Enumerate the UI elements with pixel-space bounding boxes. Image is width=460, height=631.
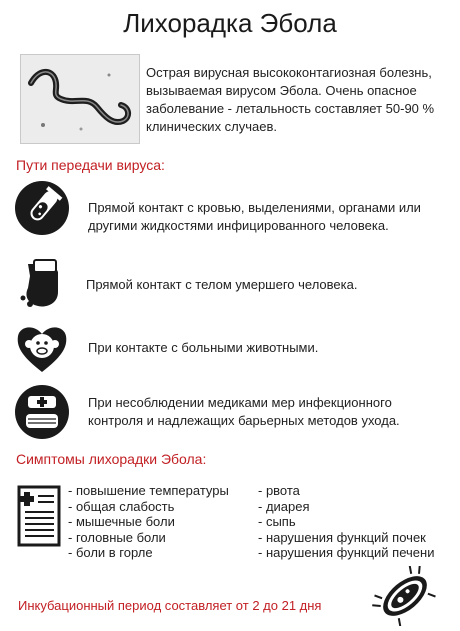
medical-chart-icon bbox=[16, 484, 62, 548]
foot-tag-icon bbox=[14, 256, 70, 312]
symptom-item: - боли в горле bbox=[68, 545, 153, 561]
transmission-item-4: При несоблюдении медиками мер инфекционного контроля и надлежащих барьерных методов ухода. bbox=[88, 395, 400, 428]
symptoms-list-right bbox=[258, 483, 434, 561]
transmission-item-1: Прямой контакт с кровью, выделениями, органами или другими жидкостями инфицированного человека. bbox=[88, 200, 421, 233]
transmission-item-2: Прямой контакт с телом умершего человека. bbox=[86, 277, 358, 292]
incubation-note: Инкубационный период составляет от 2 до 21 дня bbox=[18, 598, 322, 613]
transmission-heading: Пути передачи вируса: bbox=[16, 157, 165, 173]
virus-micrograph-icon bbox=[21, 55, 139, 143]
monkey-heart-icon bbox=[14, 320, 70, 376]
test-tube-icon bbox=[14, 180, 70, 236]
ebola-virus-image bbox=[20, 54, 140, 144]
page-title: Лихорадка Эбола bbox=[123, 8, 337, 38]
symptom-item: - мышечные боли bbox=[68, 514, 175, 530]
symptom-item: - рвота bbox=[258, 483, 300, 498]
symptoms-heading: Симптомы лихорадки Эбола: bbox=[16, 451, 207, 467]
intro-text: Острая вирусная высококонтагиозная болезнь, вызываемая вирусом Эбола. Очень опасное заболевание - летальность составляет 50-90 % клинических случаев. bbox=[146, 65, 435, 134]
symptom-item: - диарея bbox=[258, 498, 310, 514]
symptom-item: - нарушения функций почек bbox=[258, 529, 426, 545]
medic-mask-icon bbox=[14, 384, 70, 440]
symptom-item: - сыпь bbox=[258, 514, 296, 530]
symptom-item: - головные боли bbox=[68, 529, 166, 545]
symptom-item: - нарушения функций печени bbox=[258, 545, 435, 561]
transmission-item-3: При контакте с больными животными. bbox=[88, 340, 319, 355]
symptom-item: - повышение температуры bbox=[68, 483, 229, 498]
symptoms-list-left bbox=[68, 483, 229, 561]
symptom-item: - общая слабость bbox=[68, 498, 175, 514]
microbe-icon bbox=[372, 566, 438, 626]
